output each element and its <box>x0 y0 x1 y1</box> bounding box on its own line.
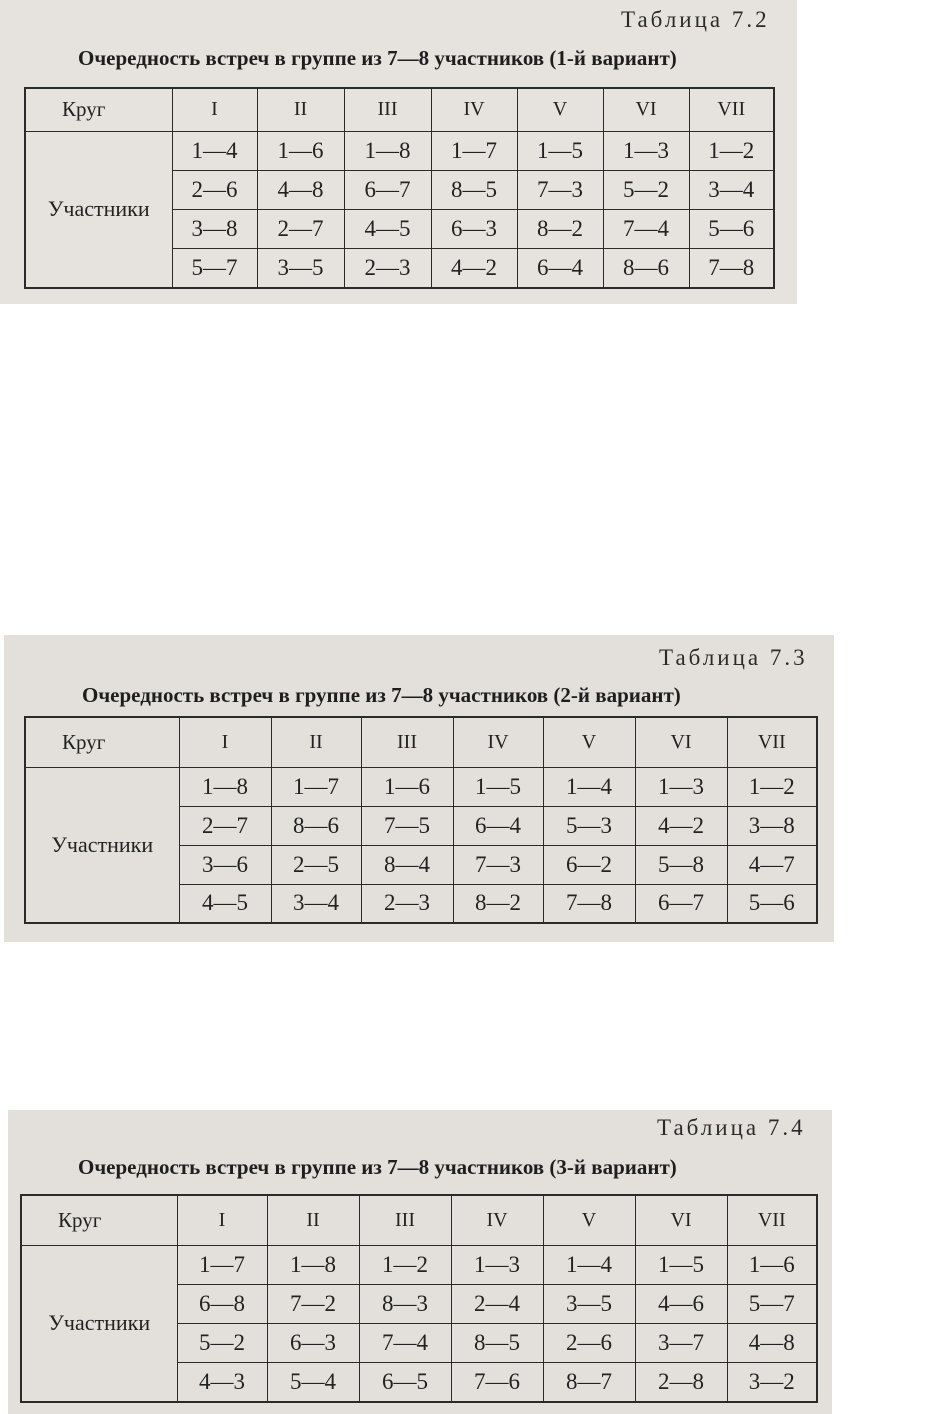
pairing-cell: 1—7 <box>177 1245 267 1284</box>
round-number: III <box>361 717 453 767</box>
table-number: Таблица 7.2 <box>621 7 770 32</box>
round-number: IV <box>431 88 517 131</box>
pairing-cell: 2—6 <box>543 1323 635 1362</box>
pairing-cell: 2—4 <box>451 1284 543 1323</box>
table-title: Очередность встреч в группе из 7—8 участников (1-й вариант) <box>78 46 677 70</box>
schedule-table <box>20 1194 818 1403</box>
pairing-cell: 4—8 <box>257 170 344 209</box>
pairing-cell: 2—7 <box>257 210 344 249</box>
pairing-cell: 1—3 <box>603 131 689 170</box>
pairing-cell: 5—6 <box>727 884 817 923</box>
pairing-cell: 7—3 <box>453 845 543 884</box>
participants-label: Участники <box>21 1245 177 1402</box>
round-number: VI <box>635 717 727 767</box>
pairing-cell: 1—7 <box>271 767 361 806</box>
round-number: VII <box>689 88 774 131</box>
pairing-cell: 4—5 <box>344 210 431 249</box>
round-header-label: Круг <box>25 88 172 131</box>
pairing-cell: 1—8 <box>344 131 431 170</box>
round-number: I <box>172 88 257 131</box>
table-title: Очередность встреч в группе из 7—8 участников (2-й вариант) <box>82 683 681 707</box>
pairing-cell: 8—6 <box>603 249 689 288</box>
pairing-cell: 3—7 <box>635 1323 727 1362</box>
pairing-cell: 6—2 <box>543 845 635 884</box>
pairing-cell: 8—5 <box>451 1323 543 1362</box>
pairing-cell: 1—2 <box>727 767 817 806</box>
pairing-cell: 7—5 <box>361 806 453 845</box>
participants-label: Участники <box>25 131 172 288</box>
pairing-cell: 8—5 <box>431 170 517 209</box>
pairing-cell: 5—7 <box>727 1284 817 1323</box>
pairing-cell: 8—2 <box>453 884 543 923</box>
round-number: I <box>179 717 271 767</box>
pairing-cell: 4—2 <box>635 806 727 845</box>
pairing-cell: 5—4 <box>267 1362 359 1402</box>
pairing-cell: 2—8 <box>635 1362 727 1402</box>
pairing-cell: 8—3 <box>359 1284 451 1323</box>
pairing-cell: 2—7 <box>179 806 271 845</box>
pairing-cell: 1—3 <box>451 1245 543 1284</box>
round-number: VII <box>727 1195 817 1245</box>
pairing-cell: 3—8 <box>172 210 257 249</box>
pairing-cell: 8—4 <box>361 845 453 884</box>
pairing-cell: 5—8 <box>635 845 727 884</box>
round-number: VII <box>727 717 817 767</box>
pairing-cell: 1—2 <box>689 131 774 170</box>
table-number: Таблица 7.3 <box>659 645 808 670</box>
round-number: II <box>271 717 361 767</box>
pairing-cell: 7—4 <box>603 210 689 249</box>
pairing-cell: 4—8 <box>727 1323 817 1362</box>
pairing-cell: 6—7 <box>344 170 431 209</box>
pairing-cell: 6—7 <box>635 884 727 923</box>
pairing-cell: 1—8 <box>179 767 271 806</box>
round-number: I <box>177 1195 267 1245</box>
pairing-cell: 6—4 <box>517 249 603 288</box>
pairing-cell: 2—3 <box>344 249 431 288</box>
participants-label: Участники <box>25 767 179 923</box>
round-number: IV <box>453 717 543 767</box>
round-number: V <box>543 1195 635 1245</box>
pairing-cell: 2—5 <box>271 845 361 884</box>
pairing-cell: 7—8 <box>689 249 774 288</box>
table-number: Таблица 7.4 <box>657 1115 806 1140</box>
pairing-cell: 1—5 <box>517 131 603 170</box>
pairing-cell: 6—3 <box>431 210 517 249</box>
pairing-cell: 1—5 <box>635 1245 727 1284</box>
pairing-cell: 6—8 <box>177 1284 267 1323</box>
round-header-label: Круг <box>21 1195 177 1245</box>
pairing-cell: 3—2 <box>727 1362 817 1402</box>
pairing-cell: 7—4 <box>359 1323 451 1362</box>
pairing-cell: 1—4 <box>543 1245 635 1284</box>
round-number: VI <box>635 1195 727 1245</box>
pairing-cell: 3—4 <box>271 884 361 923</box>
pairing-cell: 7—3 <box>517 170 603 209</box>
round-header-label: Круг <box>25 717 179 767</box>
pairing-cell: 1—8 <box>267 1245 359 1284</box>
round-number: II <box>267 1195 359 1245</box>
pairing-cell: 8—2 <box>517 210 603 249</box>
pairing-cell: 6—4 <box>453 806 543 845</box>
round-number: V <box>543 717 635 767</box>
pairing-cell: 5—3 <box>543 806 635 845</box>
pairing-cell: 3—5 <box>257 249 344 288</box>
pairing-cell: 4—6 <box>635 1284 727 1323</box>
pairing-cell: 3—6 <box>179 845 271 884</box>
pairing-cell: 4—2 <box>431 249 517 288</box>
round-number: III <box>344 88 431 131</box>
round-number: III <box>359 1195 451 1245</box>
pairing-cell: 4—7 <box>727 845 817 884</box>
pairing-cell: 1—6 <box>727 1245 817 1284</box>
pairing-cell: 1—6 <box>257 131 344 170</box>
pairing-cell: 3—5 <box>543 1284 635 1323</box>
pairing-cell: 5—6 <box>689 210 774 249</box>
pairing-cell: 7—8 <box>543 884 635 923</box>
pairing-cell: 7—6 <box>451 1362 543 1402</box>
pairing-cell: 2—3 <box>361 884 453 923</box>
pairing-cell: 3—4 <box>689 170 774 209</box>
pairing-cell: 1—4 <box>172 131 257 170</box>
round-number: VI <box>603 88 689 131</box>
pairing-cell: 7—2 <box>267 1284 359 1323</box>
pairing-cell: 4—3 <box>177 1362 267 1402</box>
pairing-cell: 5—2 <box>177 1323 267 1362</box>
table-title: Очередность встреч в группе из 7—8 участников (3-й вариант) <box>78 1155 677 1179</box>
pairing-cell: 3—8 <box>727 806 817 845</box>
pairing-cell: 1—2 <box>359 1245 451 1284</box>
round-number: V <box>517 88 603 131</box>
pairing-cell: 8—6 <box>271 806 361 845</box>
pairing-cell: 4—5 <box>179 884 271 923</box>
pairing-cell: 6—5 <box>359 1362 451 1402</box>
pairing-cell: 8—7 <box>543 1362 635 1402</box>
round-number: II <box>257 88 344 131</box>
pairing-cell: 5—7 <box>172 249 257 288</box>
pairing-cell: 6—3 <box>267 1323 359 1362</box>
pairing-cell: 1—5 <box>453 767 543 806</box>
schedule-table <box>24 87 775 289</box>
round-number: IV <box>451 1195 543 1245</box>
pairing-cell: 1—6 <box>361 767 453 806</box>
pairing-cell: 1—4 <box>543 767 635 806</box>
pairing-cell: 1—3 <box>635 767 727 806</box>
pairing-cell: 5—2 <box>603 170 689 209</box>
pairing-cell: 2—6 <box>172 170 257 209</box>
pairing-cell: 1—7 <box>431 131 517 170</box>
schedule-table <box>24 716 818 924</box>
